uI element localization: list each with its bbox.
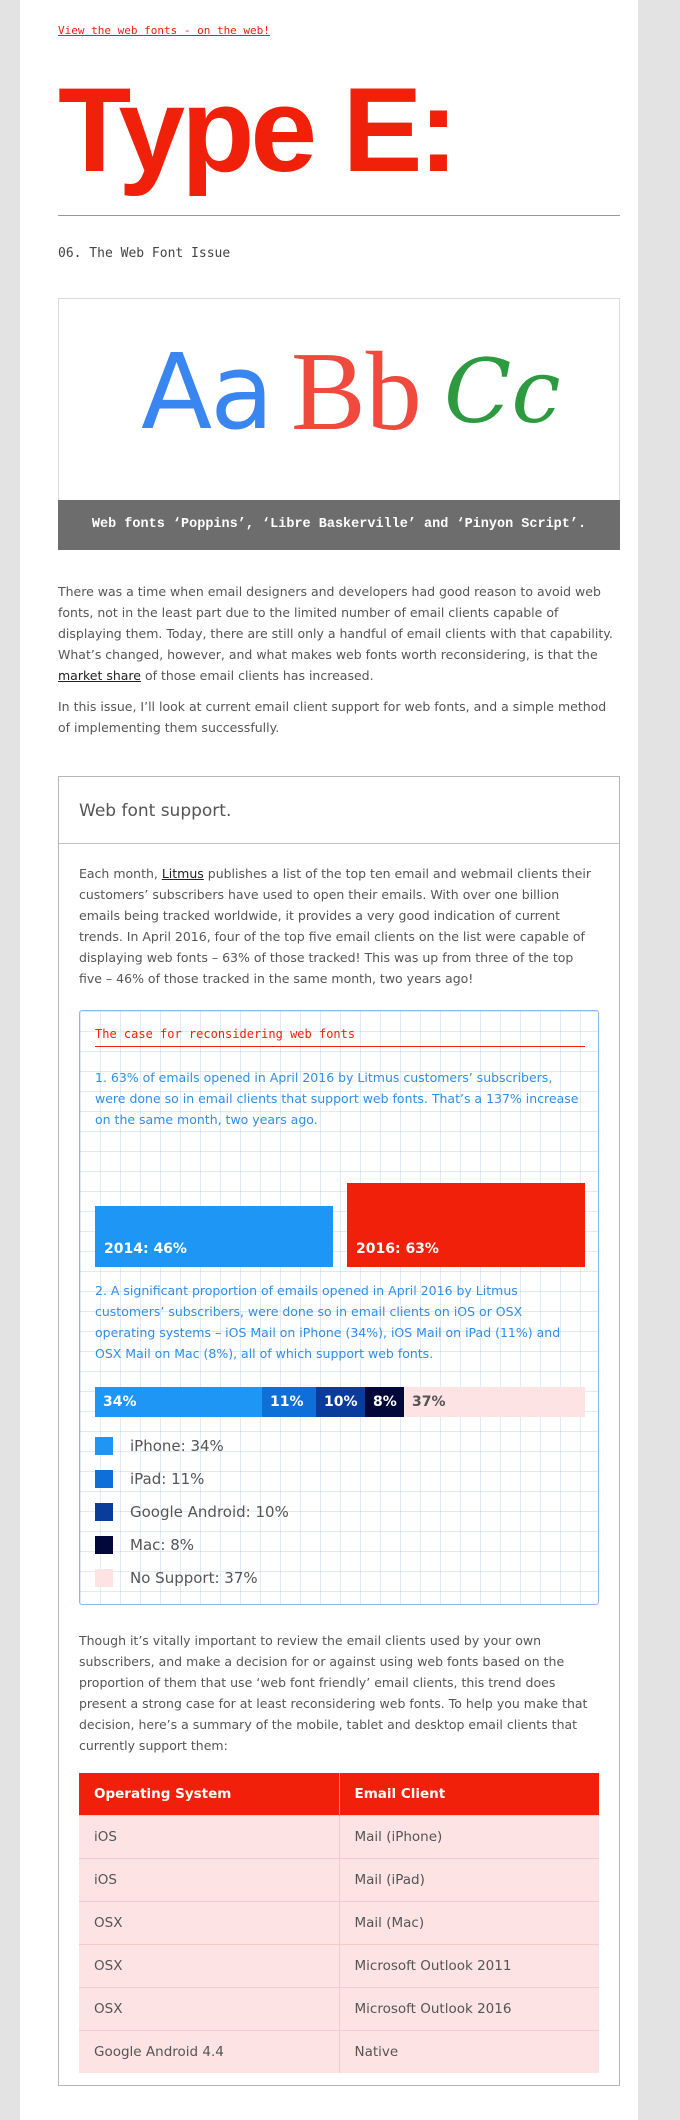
specimen-poppins: Aa [141, 331, 272, 453]
header-email-client: Email Client [339, 1773, 599, 1815]
panel-text: Each month, [79, 866, 162, 881]
legend-item-mac [95, 1534, 395, 1556]
legend-swatch [95, 1470, 113, 1488]
cell-os: iOS [79, 1815, 339, 1858]
segment-ipad: 11% [262, 1387, 316, 1417]
hero-caption: Web fonts ‘Poppins’, ‘Libre Baskerville’ and ‘Pinyon Script’. [58, 500, 620, 550]
legend-item-no-support [95, 1567, 395, 1589]
legend-item-google-android [95, 1501, 395, 1523]
table-row [79, 2030, 599, 2073]
case-point-1: 1. 63% of emails opened in April 2016 by Litmus customers’ subscribers, were done so in email clients that support web fonts. That’s a 137% increase on the same month, two years ago. [95, 1070, 579, 1127]
bar-label: 2014: 46% [104, 1241, 187, 1257]
legend-swatch [95, 1437, 113, 1455]
litmus-link[interactable]: Litmus [161, 866, 204, 881]
segment-google-android: 10% [316, 1387, 365, 1417]
segment-mac: 8% [365, 1387, 404, 1417]
cell-os: OSX [79, 1944, 339, 1987]
font-specimen [59, 330, 619, 454]
legend-label: No Support: 37% [130, 1569, 258, 1587]
intro-paragraph-2: In this issue, I’ll look at current email client support for web fonts, and a simple method of implementing them successfully. [58, 699, 607, 735]
year-comparison-chart [95, 1183, 585, 1267]
legend-label: Mac: 8% [130, 1536, 194, 1554]
segment-no-support: 37% [404, 1387, 585, 1417]
support-table [79, 1773, 599, 2073]
legend-swatch [95, 1503, 113, 1521]
table-row [79, 1858, 599, 1901]
bar-2014 [95, 1206, 333, 1267]
market-share-link[interactable]: market share [58, 668, 141, 683]
panel-divider [59, 843, 619, 844]
cell-os: Google Android 4.4 [79, 2030, 339, 2073]
cell-client: Mail (iPhone) [339, 1815, 599, 1858]
view-on-web-link[interactable]: View the web fonts - on the web! [58, 24, 270, 37]
legend-label: iPhone: 34% [130, 1437, 224, 1455]
bar-label: 2016: 63% [356, 1241, 439, 1257]
email-page [20, 0, 638, 2120]
cell-client: Mail (iPad) [339, 1858, 599, 1901]
case-point-2: 2. A significant proportion of emails opened in April 2016 by Litmus customers’ subscribers, were done so in email clients on iOS or OSX operating systems – iOS Mail on iPhone (34%), iOS Mail on iPad (11%) and OSX Mail on Mac (8%), all of which support web fonts. [95, 1283, 561, 1361]
intro-text: of those email clients has increased. [140, 668, 374, 683]
cell-client: Native [339, 2030, 599, 2073]
cell-client: Microsoft Outlook 2016 [339, 1987, 599, 2030]
case-title: The case for reconsidering web fonts [95, 1027, 585, 1047]
cell-client: Mail (Mac) [339, 1901, 599, 1944]
masthead-title: Type E: [58, 63, 455, 197]
hero-image [58, 298, 620, 550]
legend-label: iPad: 11% [130, 1470, 205, 1488]
intro-paragraph-1 [58, 581, 620, 686]
issue-title: 06. The Web Font Issue [58, 246, 231, 261]
platform-share-stacked-bar [95, 1387, 585, 1417]
table-row [79, 1815, 599, 1858]
segment-iphone: 34% [95, 1387, 262, 1417]
summary-paragraph: Though it’s vitally important to review the email clients used by your own subscribers, and make a decision for or against using web fonts based on the proportion of them that use ‘web font friendly’ email clients, this trend does present a strong case for at least reconsidering web fonts. To help you make that decision, here’s a summary of the mobile, tablet and desktop email clients that currently support them: [79, 1633, 588, 1753]
cell-os: OSX [79, 1987, 339, 2030]
web-font-support-panel [58, 776, 620, 2086]
legend-item-iphone [95, 1435, 395, 1457]
bar-2016 [347, 1183, 585, 1267]
header-operating-system: Operating System [79, 1773, 339, 1815]
legend-label: Google Android: 10% [130, 1503, 289, 1521]
case-infographic [79, 1010, 599, 1605]
intro-text: There was a time when email designers and developers had good reason to avoid web fonts, not in the least part due to the limited number of email clients capable of displaying them. Today, there are still only a handful of email clients with that capability. What’s changed, however, and what makes web fonts worth reconsidering, is that the [58, 584, 613, 662]
table-row [79, 1987, 599, 2030]
table-row [79, 1901, 599, 1944]
specimen-pinyon-script: Cc [444, 340, 561, 443]
table-header-row [79, 1773, 599, 1815]
cell-os: OSX [79, 1901, 339, 1944]
cell-client: Microsoft Outlook 2011 [339, 1944, 599, 1987]
specimen-baskerville: Bb [291, 330, 422, 454]
legend-swatch [95, 1536, 113, 1554]
litmus-paragraph [79, 863, 599, 989]
legend-item-ipad [95, 1468, 395, 1490]
masthead-divider [58, 215, 620, 216]
legend-swatch [95, 1569, 113, 1587]
panel-title: Web font support. [79, 801, 232, 821]
panel-text: publishes a list of the top ten email and webmail clients their customers’ subscribers have used to open their emails. With over one billion emails being tracked worldwide, it provides a very good indication of current trends. In April 2016, four of the top five email clients on the list were capable of displaying web fonts – 63% of those tracked! This was up from three of the top five – 46% of those tracked in the same month, two years ago! [79, 866, 592, 986]
table-row [79, 1944, 599, 1987]
cell-os: iOS [79, 1858, 339, 1901]
